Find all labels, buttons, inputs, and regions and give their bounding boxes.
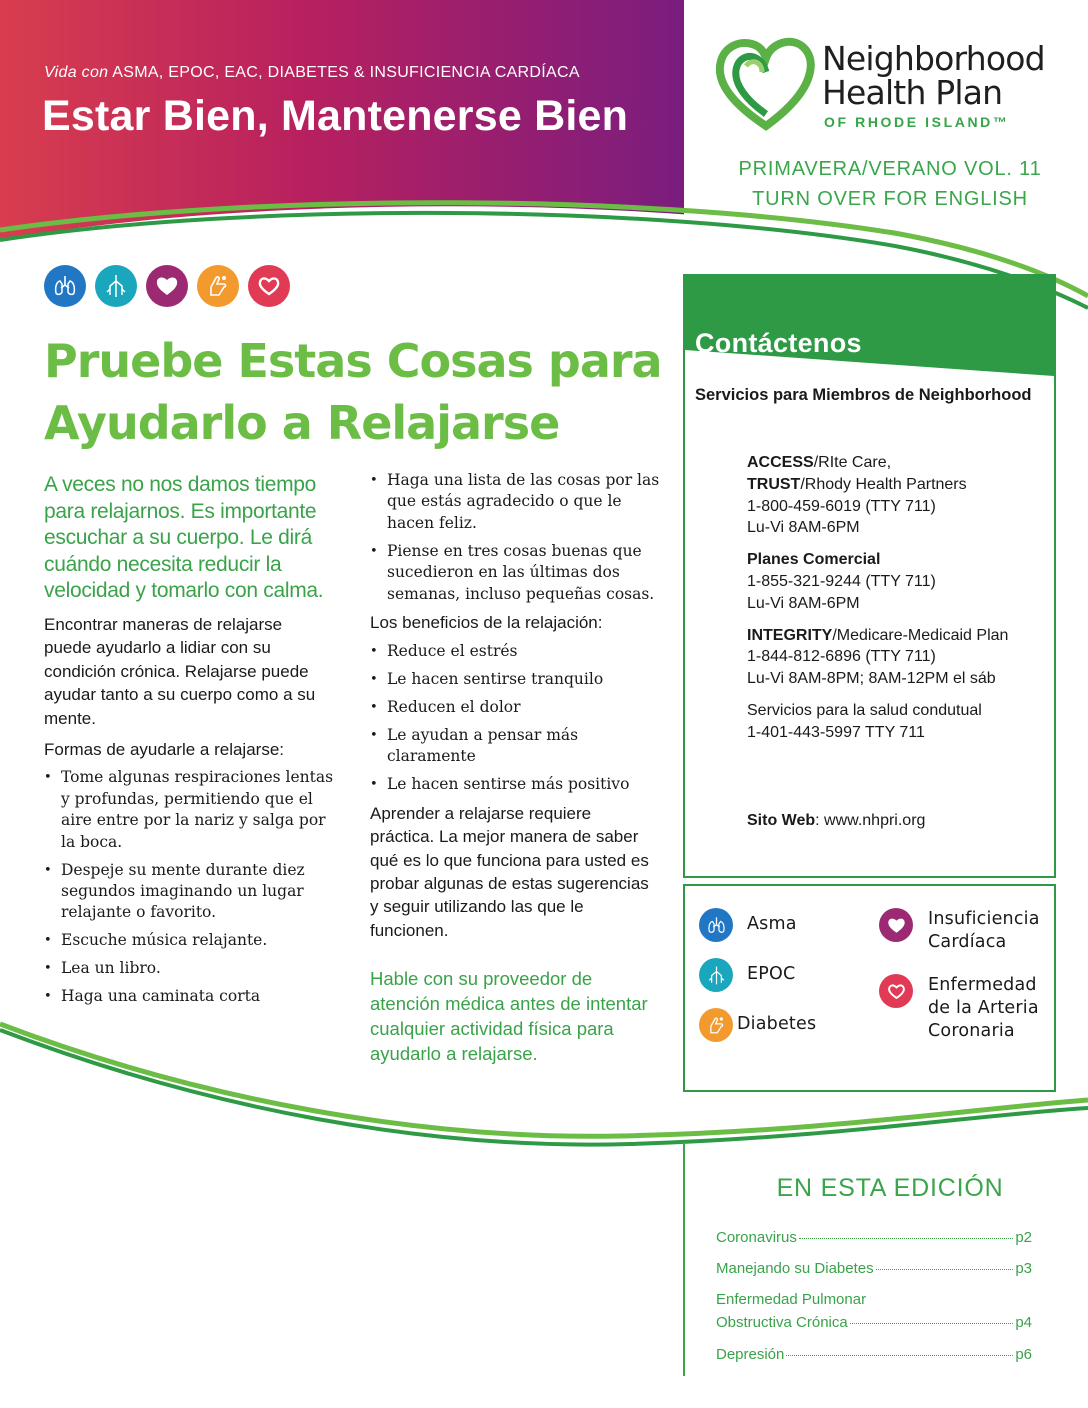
- toc-title: EN ESTA EDICIÓN: [776, 1174, 1004, 1202]
- subtitle-lead: Vida con: [44, 64, 109, 81]
- list-item: • Haga una lista de las cosas por las que estás agradecido o que le hacen feliz.: [370, 470, 660, 534]
- contact-entry-behavioral: [747, 700, 1047, 744]
- list-item: • Reducen el dolor: [370, 697, 660, 718]
- contact-box: [683, 274, 1056, 878]
- behavioral-phone[interactable]: 1-401-443-5997 TTY 711: [747, 723, 925, 741]
- contact-title: Contáctenos: [695, 328, 862, 358]
- toc-item-label: Depresión: [716, 1346, 785, 1363]
- contact-subtitle: Servicios para Miembros de Neighborhood: [695, 386, 1032, 404]
- access-phone[interactable]: 1-800-459-6019 (TTY 711): [747, 497, 936, 515]
- website-url[interactable]: : www.nhpri.org: [815, 812, 926, 829]
- contact-entry-commercial: [747, 549, 1047, 614]
- contact-entry-access: [747, 452, 1047, 539]
- toc-item-page: p6: [1015, 1346, 1032, 1363]
- toc-divider: [683, 1142, 685, 1376]
- commercial-label: Planes Comercial: [747, 551, 881, 569]
- article-lead: A veces no nos damos tiempo para relajarnos. Es importante escuchar a su cuerpo. Le dirá cuándo necesita reducir la velocidad y tomarlo con calma.: [44, 473, 324, 603]
- finger-prick-icon: [197, 265, 239, 307]
- issue-volume: PRIMAVERA/VERANO VOL. 11: [738, 158, 1042, 180]
- commercial-hours: Lu-Vi 8AM-6PM: [747, 594, 860, 612]
- legend-label: [928, 908, 1040, 954]
- website-label: Sito Web: [747, 812, 816, 829]
- behavioral-label: Servicios para la salud condutual: [747, 701, 982, 719]
- heart-icon: [879, 908, 913, 942]
- toc-item-label: Coronavirus: [716, 1229, 797, 1246]
- turn-over-note: TURN OVER FOR ENGLISH: [752, 188, 1028, 210]
- legend-asthma: [699, 908, 797, 942]
- trust-text: /Rhody Health Partners: [800, 475, 967, 493]
- bronchi-icon: [699, 958, 733, 992]
- legend-label: Asma: [747, 914, 797, 934]
- contact-website[interactable]: [747, 812, 925, 830]
- newsletter-title: Estar Bien, Mantenerse Bien: [42, 92, 629, 140]
- article-paragraph-1: Encontrar maneras de relajarse puede ayudarlo a lidiar con su condición crónica. Relajarse puede ayudar tanto a su cuerpo como a su mente.: [44, 614, 316, 728]
- toc-item-page: p2: [1015, 1229, 1032, 1246]
- legend-label-line: Cardíaca: [928, 932, 1007, 952]
- toc-item-depression[interactable]: [716, 1346, 1032, 1363]
- benefits-heading: Los beneficios de la relajación:: [370, 613, 603, 633]
- legend-label-line: Coronaria: [928, 1021, 1015, 1041]
- provider-note: Hable con su proveedor de atención médica antes de intentar cualquier actividad física para ayudarlo a relajarse.: [370, 968, 648, 1065]
- list-item: • Reduce el estrés: [370, 641, 660, 662]
- access-label: ACCESS: [747, 454, 814, 471]
- list-item: • Le hacen sentirse tranquilo: [370, 669, 660, 690]
- nhpri-logo: [716, 36, 1056, 136]
- toc-item-copd-line1[interactable]: Enfermedad Pulmonar: [716, 1291, 867, 1308]
- article-headline: [44, 330, 664, 454]
- toc-item-copd[interactable]: [716, 1314, 1032, 1331]
- legend-copd: [699, 958, 795, 992]
- condition-icon-row: [44, 265, 290, 307]
- toc-leader: [786, 1355, 1013, 1356]
- contact-list: [747, 452, 1047, 754]
- toc-leader: [799, 1238, 1013, 1239]
- toc-item-label: Obstructiva Crónica: [716, 1314, 848, 1331]
- logo-tagline: OF RHODE ISLAND™: [824, 114, 1010, 130]
- green-wave-bottom: [0, 990, 1088, 1160]
- legend-label-line: de la Arteria: [928, 998, 1039, 1018]
- list-item: • Tome algunas respiraciones lentas y profundas, permitiendo que el aire entre por la nariz y salga por la boca.: [44, 767, 334, 853]
- toc-leader: [850, 1323, 1014, 1324]
- legend-label: EPOC: [747, 964, 796, 984]
- headline-line1: Pruebe Estas Cosas para: [44, 334, 662, 388]
- toc-item-coronavirus[interactable]: [716, 1229, 1032, 1246]
- toc-leader: [876, 1269, 1014, 1270]
- subtitle-conditions: ASMA, EPOC, EAC, DIABETES & INSUFICIENCIA CARDÍACA: [112, 64, 580, 81]
- logo-name: [822, 39, 1045, 112]
- toc-item-diabetes[interactable]: [716, 1260, 1032, 1277]
- list-item: • Despeje su mente durante diez segundos imaginando un lugar relajante o favorito.: [44, 860, 334, 924]
- integrity-hours: Lu-Vi 8AM-8PM; 8AM-12PM el sáb: [747, 670, 996, 688]
- heart-swirl-logo-icon: [716, 36, 816, 132]
- benefits-list: [370, 641, 660, 795]
- article-column-right: [370, 470, 660, 1066]
- logo-name-line2: Health Plan: [822, 73, 1003, 112]
- bronchi-icon: [95, 265, 137, 307]
- lungs-icon: [699, 908, 733, 942]
- toc-item-label: Manejando su Diabetes: [716, 1260, 874, 1277]
- ways-heading: Formas de ayudarle a relajarse:: [44, 740, 285, 759]
- list-item: • Lea un libro.: [44, 958, 334, 979]
- ways-list: [44, 767, 334, 1007]
- integrity-label: INTEGRITY: [747, 626, 833, 644]
- list-item: • Le hacen sentirse más positivo: [370, 774, 660, 795]
- trust-label: TRUST: [747, 475, 801, 493]
- integrity-text: /Medicare-Medicaid Plan: [832, 626, 1009, 644]
- contact-entry-integrity: [747, 625, 1047, 690]
- article-column-left: [44, 472, 334, 1014]
- list-item: • Le ayudan a pensar más claramente: [370, 725, 660, 768]
- headline-line2: Ayudarlo a Relajarse: [44, 396, 560, 450]
- logo-name-line1: Neighborhood: [822, 39, 1045, 78]
- contact-header: [685, 276, 1054, 376]
- legend-label-line: Insuficiencia: [928, 909, 1040, 929]
- legend-label: Diabetes: [737, 1014, 817, 1034]
- ways-list-continued: [370, 470, 660, 605]
- header-subtitle: [44, 64, 580, 82]
- heart-outline-icon: [248, 265, 290, 307]
- list-item: • Piense en tres cosas buenas que sucedieron en las últimas dos semanas, incluso pequeñas cosas.: [370, 541, 660, 605]
- toc-item-page: p4: [1015, 1314, 1032, 1331]
- integrity-phone[interactable]: 1-844-812-6896 (TTY 711): [747, 648, 936, 666]
- legend-heart-failure: [879, 908, 1040, 954]
- legend-label-line: Enfermedad: [928, 975, 1037, 995]
- access-hours: Lu-Vi 8AM-6PM: [747, 519, 860, 537]
- toc-item-page: p3: [1015, 1260, 1032, 1277]
- list-item: • Escuche música relajante.: [44, 930, 334, 951]
- list-item: • Haga una caminata corta: [44, 986, 334, 1007]
- commercial-phone[interactable]: 1-855-321-9244 (TTY 711): [747, 572, 936, 590]
- lungs-icon: [44, 265, 86, 307]
- heart-icon: [146, 265, 188, 307]
- practice-paragraph: Aprender a relajarse requiere práctica. La mejor manera de saber qué es lo que funciona para usted es probar algunas de estas sugerencias y seguir utilizando las que le funcionen.: [370, 803, 649, 940]
- access-text: /RIte Care,: [813, 454, 892, 471]
